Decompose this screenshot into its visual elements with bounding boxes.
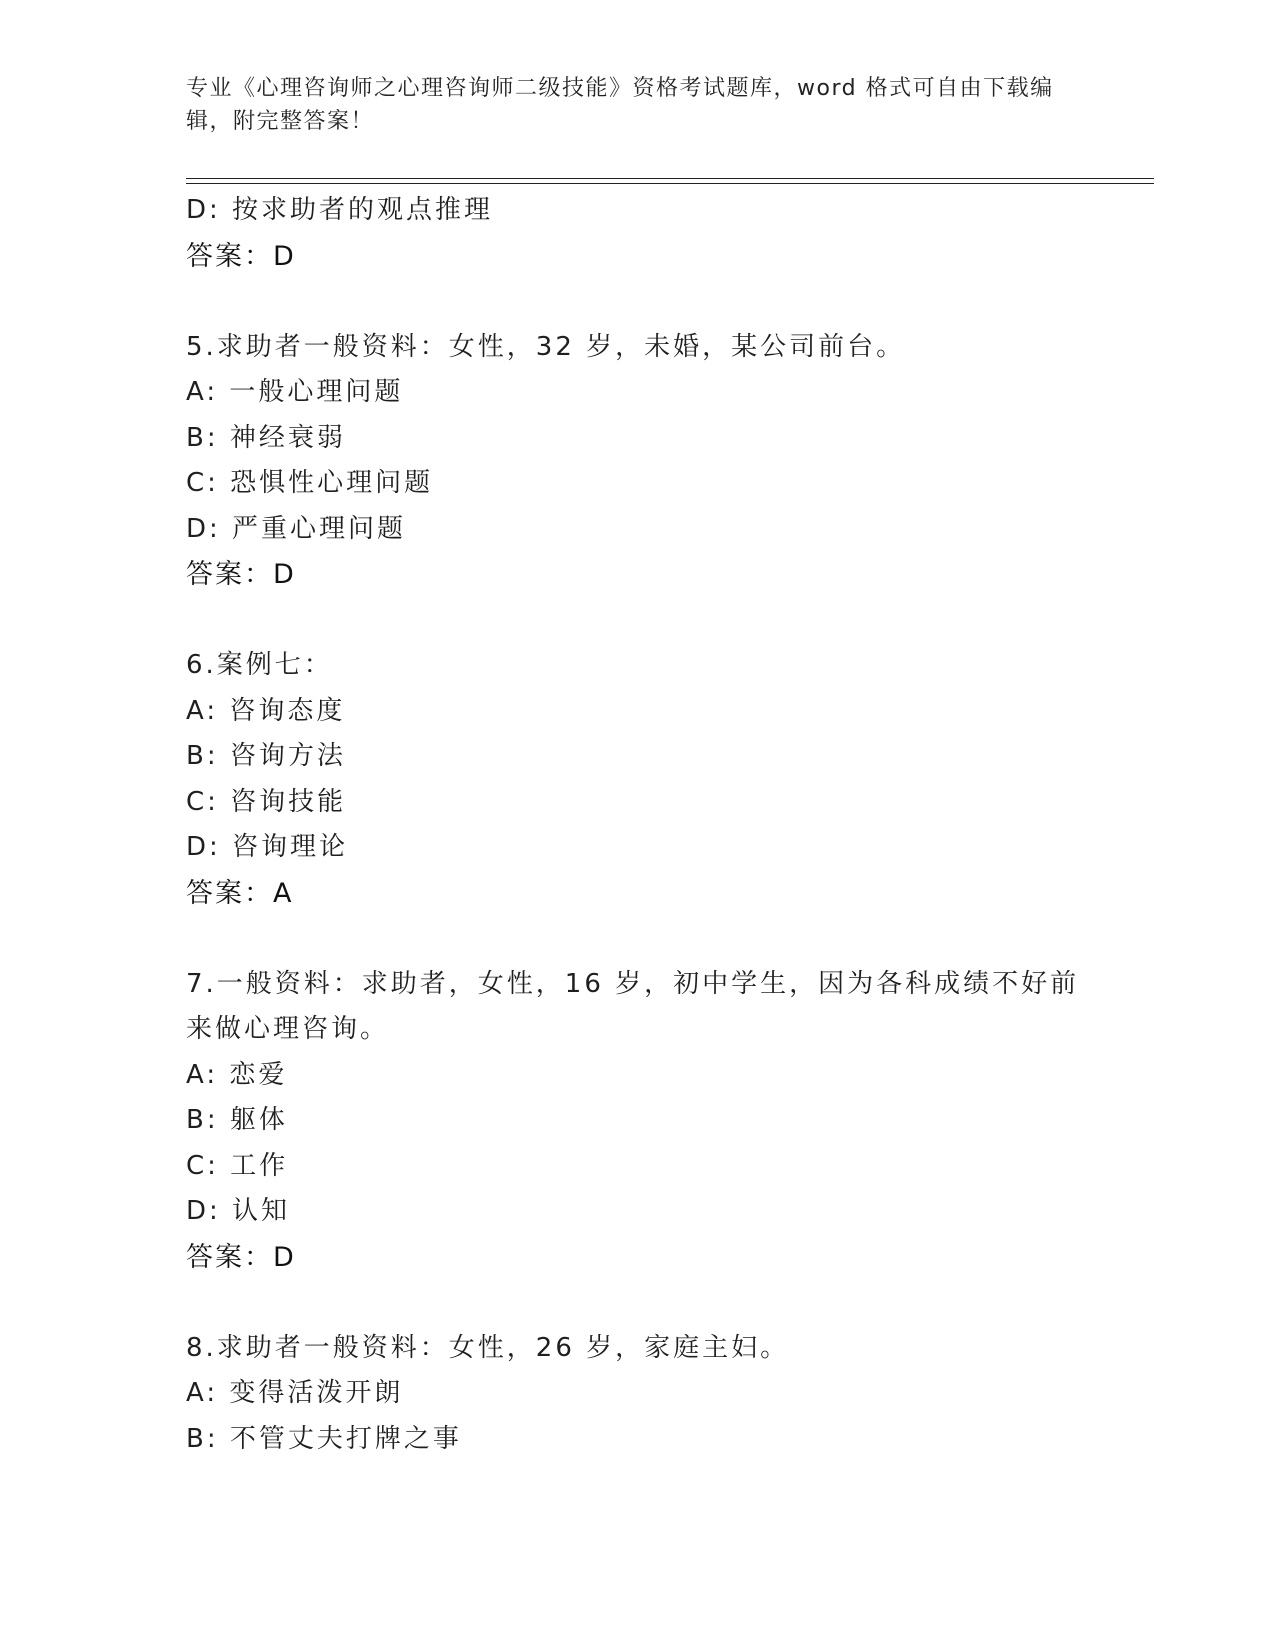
option-d: D: 认知 (186, 1196, 291, 1226)
option-b: B: 咨询方法 (186, 741, 346, 771)
option-c: C: 咨询技能 (186, 786, 347, 817)
option-c: C: 工作 (186, 1150, 289, 1181)
question-7 (186, 962, 1086, 1281)
spacer (186, 279, 1086, 325)
spacer (186, 916, 1086, 962)
option-b: B: 不管丈夫打牌之事 (186, 1423, 462, 1454)
question-stem: 8.求助者一般资料：女性，26 岁，家庭主妇。 (186, 1332, 790, 1363)
option-b: B: 躯体 (186, 1105, 288, 1135)
question-stem-line-1: 7.一般资料：求助者，女性，16 岁，初中学生，因为各科成绩不好前 (186, 968, 1080, 999)
option-c: C: 恐惧性心理问题 (186, 468, 434, 498)
option-a: A: 咨询态度 (186, 695, 346, 726)
question-6 (186, 643, 1086, 916)
header-rule-top (186, 178, 1154, 179)
document-header (186, 72, 1066, 138)
option-d: D: 咨询理论 (186, 832, 349, 862)
option-a: A: 恋爱 (186, 1059, 288, 1090)
answer: 答案：D (186, 559, 296, 590)
answer: 答案：D (186, 240, 296, 272)
header-text: 专业《心理咨询师之心理咨询师二级技能》资格考试题库，word 格式可自由下载编辑，附完整答案！ (186, 76, 1054, 134)
option-a: A: 一般心理问题 (186, 377, 404, 407)
option-b: B: 神经衰弱 (186, 422, 346, 453)
spacer (186, 598, 1086, 644)
answer: 答案：D (186, 1241, 296, 1273)
question-stem: 6.案例七： (186, 650, 333, 680)
question-stem: 5.求助者一般资料：女性，32 岁，未婚，某公司前台。 (186, 331, 906, 362)
spacer (186, 1280, 1086, 1326)
answer: 答案：A (186, 877, 294, 909)
question-stem-line-2: 来做心理咨询。 (186, 1014, 390, 1044)
option-d: D: 按求助者的观点推理 (186, 195, 494, 225)
option-d: D: 严重心理问题 (186, 513, 407, 544)
option-a: A: 变得活泼开朗 (186, 1378, 404, 1408)
question-4-tail (186, 188, 1086, 279)
question-8 (186, 1326, 1086, 1463)
question-5 (186, 325, 1086, 598)
header-rule-bottom (186, 183, 1154, 184)
question-list (186, 188, 1086, 1462)
